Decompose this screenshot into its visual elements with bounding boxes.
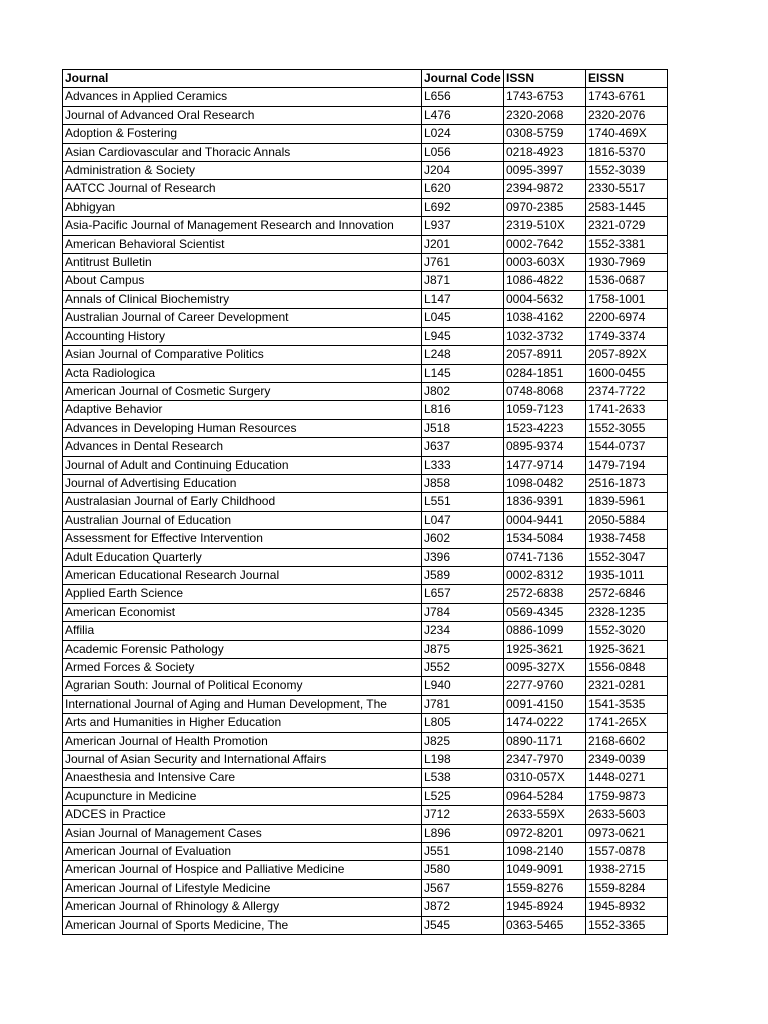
journal-cell: Anaesthesia and Intensive Care — [63, 769, 422, 787]
table-row — [63, 695, 668, 713]
table-row — [63, 106, 668, 124]
journal-cell: Abhigyan — [63, 198, 422, 216]
eissn-cell: 1552-3365 — [586, 916, 668, 934]
eissn-cell: 0973-0621 — [586, 824, 668, 842]
table-row — [63, 309, 668, 327]
table-row — [63, 364, 668, 382]
journal-cell: Applied Earth Science — [63, 585, 422, 603]
journal-code-cell: J872 — [422, 898, 504, 916]
journal-cell: Adoption & Fostering — [63, 125, 422, 143]
eissn-cell: 1600-0455 — [586, 364, 668, 382]
table-row — [63, 659, 668, 677]
journal-code-cell: L147 — [422, 290, 504, 308]
eissn-cell: 2330-5517 — [586, 180, 668, 198]
eissn-cell: 1552-3381 — [586, 235, 668, 253]
eissn-cell: 1930-7969 — [586, 254, 668, 272]
eissn-cell: 2633-5603 — [586, 806, 668, 824]
journal-cell: Journal of Adult and Continuing Education — [63, 456, 422, 474]
eissn-cell: 2328-1235 — [586, 603, 668, 621]
journal-code-cell: J234 — [422, 622, 504, 640]
eissn-cell: 1938-7458 — [586, 530, 668, 548]
journal-cell: Journal of Advertising Education — [63, 474, 422, 492]
journal-cell: American Journal of Sports Medicine, The — [63, 916, 422, 934]
journal-cell: American Journal of Cosmetic Surgery — [63, 382, 422, 400]
eissn-cell: 2320-2076 — [586, 106, 668, 124]
eissn-cell: 1556-0848 — [586, 659, 668, 677]
table-row — [63, 787, 668, 805]
table-row — [63, 235, 668, 253]
journal-code-cell: L525 — [422, 787, 504, 805]
header-row — [63, 70, 668, 88]
issn-cell: 1836-9391 — [504, 493, 586, 511]
issn-cell: 1049-9091 — [504, 861, 586, 879]
table-row — [63, 879, 668, 897]
journal-code-cell: J802 — [422, 382, 504, 400]
table-row — [63, 714, 668, 732]
journal-cell: International Journal of Aging and Human Development, The — [63, 695, 422, 713]
journal-code-cell: L805 — [422, 714, 504, 732]
table-row — [63, 419, 668, 437]
issn-cell: 1743-6753 — [504, 88, 586, 106]
eissn-cell: 1544-0737 — [586, 438, 668, 456]
table-row — [63, 125, 668, 143]
table-row — [63, 548, 668, 566]
table-row — [63, 217, 668, 235]
issn-cell: 2320-2068 — [504, 106, 586, 124]
eissn-cell: 1448-0271 — [586, 769, 668, 787]
journal-cell: Acupuncture in Medicine — [63, 787, 422, 805]
issn-cell: 1474-0222 — [504, 714, 586, 732]
issn-cell: 2572-6838 — [504, 585, 586, 603]
eissn-cell: 1743-6761 — [586, 88, 668, 106]
journal-cell: Journal of Asian Security and International Affairs — [63, 751, 422, 769]
issn-cell: 0004-5632 — [504, 290, 586, 308]
issn-cell: 1925-3621 — [504, 640, 586, 658]
journal-code-cell: J552 — [422, 659, 504, 677]
journal-code-cell: L620 — [422, 180, 504, 198]
journal-cell: ADCES in Practice — [63, 806, 422, 824]
table-row — [63, 769, 668, 787]
journal-cell: Arts and Humanities in Higher Education — [63, 714, 422, 732]
journal-cell: Asian Journal of Management Cases — [63, 824, 422, 842]
journal-cell: AATCC Journal of Research — [63, 180, 422, 198]
table-row — [63, 474, 668, 492]
issn-cell: 1032-3732 — [504, 327, 586, 345]
journal-code-cell: L476 — [422, 106, 504, 124]
eissn-cell: 2168-6602 — [586, 732, 668, 750]
issn-cell: 0363-5465 — [504, 916, 586, 934]
table-row — [63, 806, 668, 824]
journal-cell: Annals of Clinical Biochemistry — [63, 290, 422, 308]
eissn-cell: 1552-3020 — [586, 622, 668, 640]
journal-code-cell: J858 — [422, 474, 504, 492]
issn-cell: 0310-057X — [504, 769, 586, 787]
journal-code-cell: L047 — [422, 511, 504, 529]
journal-cell: Adaptive Behavior — [63, 401, 422, 419]
journal-cell: Agrarian South: Journal of Political Economy — [63, 677, 422, 695]
eissn-cell: 1741-2633 — [586, 401, 668, 419]
journal-code-cell: J781 — [422, 695, 504, 713]
issn-cell: 0003-603X — [504, 254, 586, 272]
journal-cell: American Journal of Health Promotion — [63, 732, 422, 750]
eissn-cell: 1740-469X — [586, 125, 668, 143]
eissn-cell: 1938-2715 — [586, 861, 668, 879]
table-row — [63, 511, 668, 529]
table-row — [63, 272, 668, 290]
journal-code-cell: L045 — [422, 309, 504, 327]
journal-cell: Advances in Developing Human Resources — [63, 419, 422, 437]
journal-cell: Asia-Pacific Journal of Management Research and Innovation — [63, 217, 422, 235]
eissn-cell: 1758-1001 — [586, 290, 668, 308]
issn-cell: 2277-9760 — [504, 677, 586, 695]
table-row — [63, 677, 668, 695]
issn-cell: 0091-4150 — [504, 695, 586, 713]
journal-cell: Journal of Advanced Oral Research — [63, 106, 422, 124]
journal-cell: American Journal of Lifestyle Medicine — [63, 879, 422, 897]
table-row — [63, 824, 668, 842]
issn-cell: 0095-327X — [504, 659, 586, 677]
table-row — [63, 916, 668, 934]
table-row — [63, 438, 668, 456]
issn-cell: 2394-9872 — [504, 180, 586, 198]
issn-cell: 0741-7136 — [504, 548, 586, 566]
eissn-cell: 1541-3535 — [586, 695, 668, 713]
journal-cell: Armed Forces & Society — [63, 659, 422, 677]
table-row — [63, 732, 668, 750]
issn-cell: 1523-4223 — [504, 419, 586, 437]
issn-cell: 1477-9714 — [504, 456, 586, 474]
header-eissn: EISSN — [586, 70, 668, 88]
issn-cell: 1559-8276 — [504, 879, 586, 897]
journal-code-cell: J204 — [422, 162, 504, 180]
eissn-cell: 2050-5884 — [586, 511, 668, 529]
eissn-cell: 1536-0687 — [586, 272, 668, 290]
journal-cell: American Economist — [63, 603, 422, 621]
eissn-cell: 2374-7722 — [586, 382, 668, 400]
eissn-cell: 1552-3055 — [586, 419, 668, 437]
journal-code-cell: J602 — [422, 530, 504, 548]
journal-cell: Australian Journal of Career Development — [63, 309, 422, 327]
eissn-cell: 1749-3374 — [586, 327, 668, 345]
issn-cell: 2057-8911 — [504, 346, 586, 364]
issn-cell: 1098-0482 — [504, 474, 586, 492]
eissn-cell: 2516-1873 — [586, 474, 668, 492]
journal-cell: About Campus — [63, 272, 422, 290]
journal-cell: Asian Cardiovascular and Thoracic Annals — [63, 143, 422, 161]
journal-code-cell: J637 — [422, 438, 504, 456]
journal-code-cell: L945 — [422, 327, 504, 345]
eissn-cell: 1935-1011 — [586, 566, 668, 584]
journal-cell: Academic Forensic Pathology — [63, 640, 422, 658]
issn-cell: 1059-7123 — [504, 401, 586, 419]
issn-cell: 0886-1099 — [504, 622, 586, 640]
journal-code-cell: L024 — [422, 125, 504, 143]
issn-cell: 2347-7970 — [504, 751, 586, 769]
journal-code-cell: J545 — [422, 916, 504, 934]
issn-cell: 0004-9441 — [504, 511, 586, 529]
issn-cell: 1086-4822 — [504, 272, 586, 290]
issn-cell: 1534-5084 — [504, 530, 586, 548]
issn-cell: 0284-1851 — [504, 364, 586, 382]
eissn-cell: 1816-5370 — [586, 143, 668, 161]
table-row — [63, 898, 668, 916]
eissn-cell: 2057-892X — [586, 346, 668, 364]
table-row — [63, 493, 668, 511]
header-journal: Journal — [63, 70, 422, 88]
journal-cell: American Educational Research Journal — [63, 566, 422, 584]
journal-cell: Asian Journal of Comparative Politics — [63, 346, 422, 364]
table-row — [63, 456, 668, 474]
table-row — [63, 290, 668, 308]
issn-cell: 0569-4345 — [504, 603, 586, 621]
journal-code-cell: J761 — [422, 254, 504, 272]
issn-cell: 0895-9374 — [504, 438, 586, 456]
journal-cell: Affilia — [63, 622, 422, 640]
journal-table — [62, 69, 668, 935]
table-row — [63, 382, 668, 400]
journal-code-cell: L692 — [422, 198, 504, 216]
journal-code-cell: L816 — [422, 401, 504, 419]
issn-cell: 0972-8201 — [504, 824, 586, 842]
journal-code-cell: J875 — [422, 640, 504, 658]
issn-cell: 2633-559X — [504, 806, 586, 824]
issn-cell: 0002-7642 — [504, 235, 586, 253]
eissn-cell: 2200-6974 — [586, 309, 668, 327]
journal-code-cell: J825 — [422, 732, 504, 750]
eissn-cell: 1925-3621 — [586, 640, 668, 658]
issn-cell: 0748-8068 — [504, 382, 586, 400]
issn-cell: 2319-510X — [504, 217, 586, 235]
issn-cell: 0218-4923 — [504, 143, 586, 161]
journal-code-cell: J871 — [422, 272, 504, 290]
eissn-cell: 2321-0281 — [586, 677, 668, 695]
journal-cell: Australian Journal of Education — [63, 511, 422, 529]
table-row — [63, 180, 668, 198]
eissn-cell: 1559-8284 — [586, 879, 668, 897]
issn-cell: 0002-8312 — [504, 566, 586, 584]
eissn-cell: 1945-8932 — [586, 898, 668, 916]
issn-cell: 0970-2385 — [504, 198, 586, 216]
eissn-cell: 2321-0729 — [586, 217, 668, 235]
eissn-cell: 1557-0878 — [586, 843, 668, 861]
journal-cell: Advances in Dental Research — [63, 438, 422, 456]
journal-code-cell: L145 — [422, 364, 504, 382]
journal-cell: Acta Radiologica — [63, 364, 422, 382]
table-row — [63, 640, 668, 658]
table-row — [63, 566, 668, 584]
journal-code-cell: J551 — [422, 843, 504, 861]
eissn-cell: 1741-265X — [586, 714, 668, 732]
journal-cell: Advances in Applied Ceramics — [63, 88, 422, 106]
journal-code-cell: J712 — [422, 806, 504, 824]
journal-code-cell: L657 — [422, 585, 504, 603]
eissn-cell: 1479-7194 — [586, 456, 668, 474]
table-row — [63, 88, 668, 106]
journal-cell: American Behavioral Scientist — [63, 235, 422, 253]
table-row — [63, 603, 668, 621]
eissn-cell: 2583-1445 — [586, 198, 668, 216]
issn-cell: 0890-1171 — [504, 732, 586, 750]
journal-code-cell: J396 — [422, 548, 504, 566]
journal-code-cell: L056 — [422, 143, 504, 161]
eissn-cell: 2349-0039 — [586, 751, 668, 769]
table-row — [63, 401, 668, 419]
table-row — [63, 198, 668, 216]
journal-code-cell: L198 — [422, 751, 504, 769]
journal-code-cell: L538 — [422, 769, 504, 787]
journal-code-cell: J201 — [422, 235, 504, 253]
journal-code-cell: L333 — [422, 456, 504, 474]
table-row — [63, 843, 668, 861]
eissn-cell: 1552-3039 — [586, 162, 668, 180]
issn-cell: 1038-4162 — [504, 309, 586, 327]
table-body — [63, 88, 668, 935]
journal-cell: Australasian Journal of Early Childhood — [63, 493, 422, 511]
issn-cell: 0964-5284 — [504, 787, 586, 805]
journal-code-cell: L896 — [422, 824, 504, 842]
table-row — [63, 585, 668, 603]
journal-code-cell: J784 — [422, 603, 504, 621]
header-issn: ISSN — [504, 70, 586, 88]
journal-code-cell: J580 — [422, 861, 504, 879]
journal-cell: Accounting History — [63, 327, 422, 345]
table-row — [63, 254, 668, 272]
journal-code-cell: L937 — [422, 217, 504, 235]
issn-cell: 1098-2140 — [504, 843, 586, 861]
table-row — [63, 861, 668, 879]
eissn-cell: 2572-6846 — [586, 585, 668, 603]
journal-code-cell: J567 — [422, 879, 504, 897]
journal-code-cell: L656 — [422, 88, 504, 106]
table-row — [63, 327, 668, 345]
header-journal-code: Journal Code — [422, 70, 504, 88]
table-row — [63, 346, 668, 364]
journal-cell: American Journal of Hospice and Palliative Medicine — [63, 861, 422, 879]
journal-cell: American Journal of Rhinology & Allergy — [63, 898, 422, 916]
journal-code-cell: J589 — [422, 566, 504, 584]
eissn-cell: 1839-5961 — [586, 493, 668, 511]
table-row — [63, 622, 668, 640]
journal-code-cell: L940 — [422, 677, 504, 695]
journal-code-cell: J518 — [422, 419, 504, 437]
journal-cell: Administration & Society — [63, 162, 422, 180]
journal-sheet — [62, 69, 668, 935]
eissn-cell: 1759-9873 — [586, 787, 668, 805]
journal-code-cell: L248 — [422, 346, 504, 364]
journal-cell: Adult Education Quarterly — [63, 548, 422, 566]
issn-cell: 0308-5759 — [504, 125, 586, 143]
table-row — [63, 162, 668, 180]
table-row — [63, 751, 668, 769]
issn-cell: 0095-3997 — [504, 162, 586, 180]
journal-cell: Antitrust Bulletin — [63, 254, 422, 272]
issn-cell: 1945-8924 — [504, 898, 586, 916]
table-row — [63, 530, 668, 548]
journal-cell: American Journal of Evaluation — [63, 843, 422, 861]
table-row — [63, 143, 668, 161]
journal-cell: Assessment for Effective Intervention — [63, 530, 422, 548]
eissn-cell: 1552-3047 — [586, 548, 668, 566]
journal-code-cell: L551 — [422, 493, 504, 511]
